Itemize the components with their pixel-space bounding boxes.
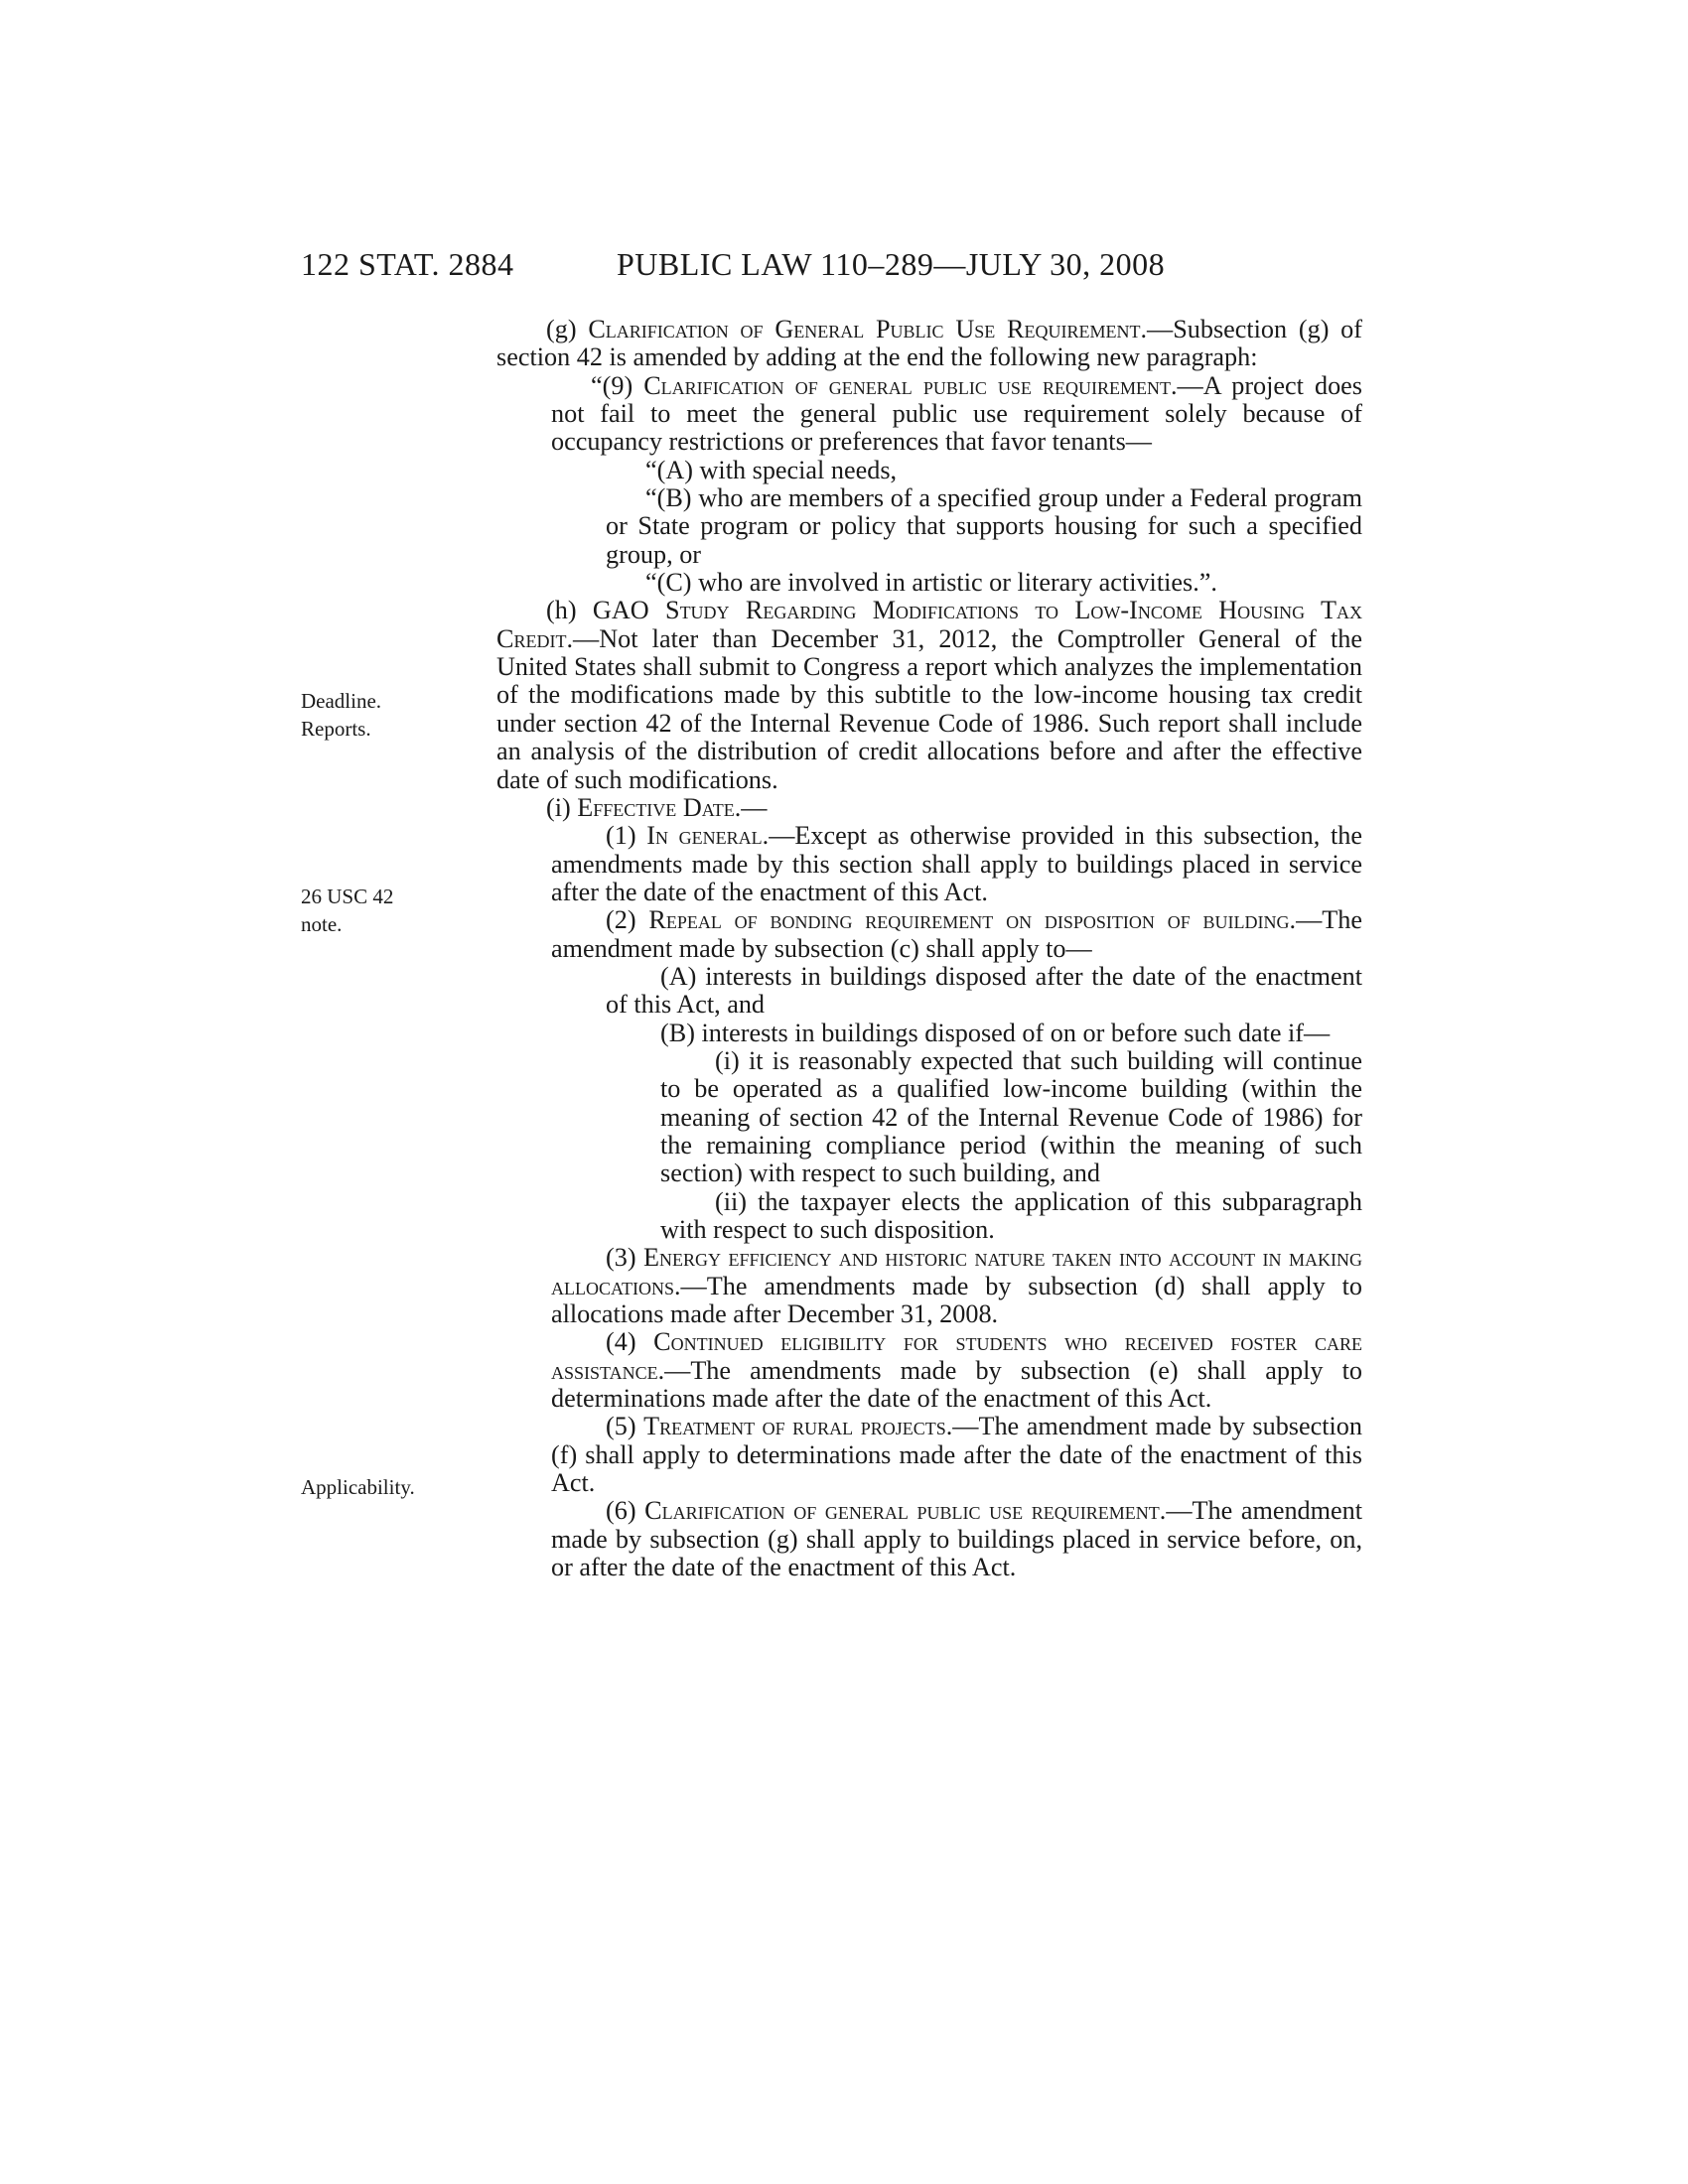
paragraph-i-1: (1) In general.—Except as otherwise provided in this subsection, the amendments made by this section shall apply to buildings placed in service after the date of the enactment of this Act. xyxy=(551,821,1362,906)
public-law-title: PUBLIC LAW 110–289—JULY 30, 2008 xyxy=(617,246,1166,282)
paragraph-g-9-a: “(A) with special needs, xyxy=(645,455,898,484)
margin-note-usc xyxy=(301,883,393,938)
paragraph-i-6: (6) Clarification of general public use requirement.—The amendment made by subsection (g) shall apply to buildings placed in service before, on, or after the date of the enactment of this Act. xyxy=(551,1496,1363,1582)
margin-note-reports-text: Reports. xyxy=(301,717,371,741)
paragraph-g-9-c: “(C) who are involved in artistic or literary activities.”. xyxy=(645,568,1217,598)
margin-note-deadline-text: Deadline. xyxy=(301,689,382,713)
paragraph-i-4: (4) Continued eligibility for students who received foster care assistance.—The amendments made by subsection (e) shall apply to determinations made after the date of the enactment of this Act. xyxy=(551,1327,1362,1414)
paragraph-i-2-b-i: (i) it is reasonably expected that such building will continue to be operated as a qualified low-income building (within the meaning of section 42 of the Internal Revenue Code of 1986) for the remaining compliance period (within the meaning of such section) with respect to such building, and xyxy=(660,1045,1362,1188)
subsection-h: (h) GAO Study Regarding Modifications to Low-Income Housing Tax Credit.—Not later than December 31, 2012, the Comptroller General of the United States shall submit to Congress a report which analyzes the implementation of the modifications made by this subtitle to the low-income housing tax credit under section 42 of the Internal Revenue Code of 1986. Such report shall include an analysis of the distribution of credit allocations before and after the effective date of such modifications. xyxy=(496,596,1362,794)
subsection-i: (i) Effective Date.— xyxy=(546,792,768,822)
margin-note-note-text: note. xyxy=(301,912,343,936)
paragraph-i-2-b: (B) interests in buildings disposed of on or before such date if— xyxy=(660,1018,1331,1047)
paragraph-i-2: (2) Repeal of bonding requirement on disposition of building.—The amendment made by subsection (c) shall apply to— xyxy=(551,905,1362,963)
paragraph-i-2-a: (A) interests in buildings disposed after the date of the enactment of this Act, and xyxy=(606,961,1362,1020)
paragraph-g-9-b: “(B) who are members of a specified group under a Federal program or State program or policy that supports housing for such a specified group, or xyxy=(606,483,1362,569)
paragraph-i-5: (5) Treatment of rural projects.—The amendment made by subsection (f) shall apply to determinations made after the date of the enactment of this Act. xyxy=(551,1412,1362,1498)
paragraph-i-2-b-ii: (ii) the taxpayer elects the application of this subparagraph with respect to such disposition. xyxy=(660,1186,1362,1244)
page-header xyxy=(301,246,1362,286)
margin-note-applicability xyxy=(301,1473,415,1501)
document-body xyxy=(496,316,1362,1581)
subsection-g: (g) Clarification of General Public Use Requirement.—Subsection (g) of section 42 is amended by adding at the end the following new paragraph: xyxy=(496,315,1362,372)
statute-page-number: 122 STAT. 2884 xyxy=(301,246,514,282)
paragraph-i-3: (3) Energy efficiency and historic nature taken into account in making allocations.—The amendments made by subsection (d) shall apply to allocations made after December 31, 2008. xyxy=(551,1243,1362,1329)
paragraph-g-9: “(9) Clarification of general public use requirement.—A project does not fail to meet the general public use requirement solely because of occupancy restrictions or preferences that favor tenants— xyxy=(551,370,1362,457)
margin-note-deadline xyxy=(301,687,381,743)
margin-note-usc-text: 26 USC 42 xyxy=(301,885,394,908)
margin-note-applicability-text: Applicability. xyxy=(301,1475,415,1499)
